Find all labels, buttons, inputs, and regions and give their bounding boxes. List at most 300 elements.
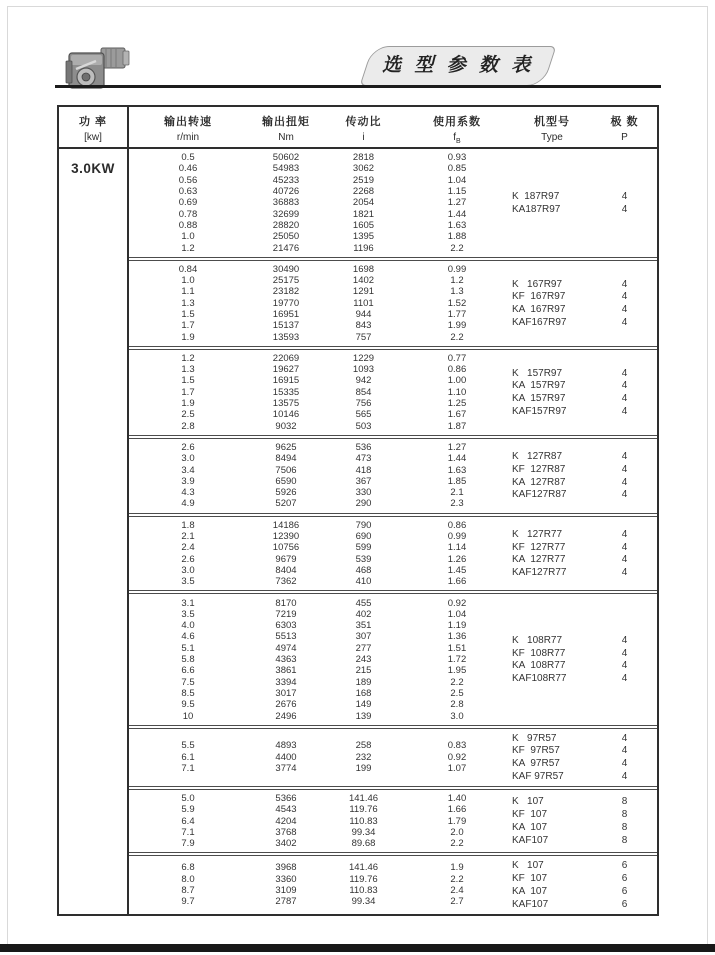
cell-ratio: 1093: [352, 364, 375, 376]
type-name: KA 108R77: [512, 660, 566, 672]
type-row: [512, 808, 657, 821]
cell-ratio: 149: [355, 699, 372, 711]
cell-ratio: 599: [355, 542, 372, 554]
cell-factor: 0.92: [447, 597, 467, 609]
type-row: [512, 303, 657, 316]
cell-ratio: 468: [355, 564, 372, 576]
table-row: [129, 375, 512, 386]
table-row: [129, 520, 512, 531]
cell-ratio: 139: [355, 710, 372, 722]
cell-torque: 4204: [275, 815, 297, 827]
table-row: [129, 442, 512, 453]
poles-value: 8: [621, 834, 628, 846]
table-row: [129, 208, 512, 219]
cell-speed: 3.5: [181, 576, 195, 588]
title-banner: [360, 46, 557, 86]
table-row: [129, 576, 512, 587]
poles-value: 6: [621, 885, 628, 897]
block-rows: [129, 442, 512, 510]
cell-speed: 1.2: [181, 242, 195, 254]
block-rows: [129, 353, 512, 432]
cell-ratio: 189: [355, 676, 372, 688]
cell-factor: 1.79: [447, 815, 467, 827]
cell-ratio: 756: [355, 398, 372, 410]
header-rule: [55, 85, 661, 88]
cell-torque: 15137: [272, 320, 300, 332]
cell-ratio: 1821: [352, 208, 375, 220]
cell-ratio: 410: [355, 576, 372, 588]
type-name: KF 108R77: [512, 647, 566, 659]
cell-speed: 1.9: [181, 398, 195, 410]
cell-speed: 1.3: [181, 364, 195, 376]
cell-factor: 1.27: [447, 197, 467, 209]
poles-value: 8: [621, 796, 628, 808]
table-row: [129, 231, 512, 242]
cell-ratio: 854: [355, 386, 372, 398]
cell-torque: 16951: [272, 309, 300, 320]
poles-value: 4: [621, 451, 628, 463]
cell-speed: 6.6: [181, 665, 195, 677]
type-name: K 108R77: [512, 634, 563, 646]
cell-ratio: 351: [355, 620, 372, 632]
table-row: [129, 242, 512, 253]
cell-ratio: 99.34: [351, 896, 376, 908]
table-block: [129, 593, 657, 725]
cell-speed: 5.9: [181, 804, 195, 816]
cell-factor: 1.27: [447, 441, 467, 453]
table-row: [129, 163, 512, 174]
cell-ratio: 565: [355, 409, 372, 421]
type-row: [512, 450, 657, 463]
type-row: [512, 672, 657, 685]
poles-value: 4: [621, 203, 628, 215]
cell-torque: 13593: [272, 331, 300, 343]
cell-speed: 9.5: [181, 699, 195, 711]
cell-factor: 1.36: [447, 631, 467, 643]
poles-value: 4: [621, 316, 628, 328]
table-row: [129, 676, 512, 687]
table-row: [129, 409, 512, 420]
cell-factor: 2.0: [450, 826, 464, 838]
table-block: [129, 789, 657, 853]
cell-speed: 1.7: [181, 320, 195, 332]
col-header-type: 机型号 Type: [534, 116, 570, 143]
col-header-power: 功 率 [kw]: [59, 107, 129, 147]
cell-ratio: 790: [355, 519, 372, 531]
block-rows: [129, 520, 512, 588]
type-name: K 107: [512, 860, 544, 872]
type-name: KF 97R57: [512, 745, 560, 757]
table-row: [129, 387, 512, 398]
block-rows: [129, 152, 512, 254]
poles-value: 6: [621, 873, 628, 885]
type-name: K 127R87: [512, 451, 563, 463]
type-name: KF 127R87: [512, 463, 566, 475]
block-types: [512, 278, 657, 329]
type-name: K 97R57: [512, 732, 557, 744]
type-row: [512, 316, 657, 329]
table-row: [129, 353, 512, 364]
data-blocks: [129, 149, 657, 914]
type-row: [512, 732, 657, 745]
cell-factor: 2.2: [450, 242, 464, 254]
cell-ratio: 277: [355, 642, 372, 654]
type-row: [512, 489, 657, 502]
cell-factor: 2.8: [450, 699, 464, 711]
block-types: [512, 795, 657, 846]
cell-ratio: 473: [355, 453, 372, 465]
type-name: K 157R97: [512, 367, 563, 379]
type-name: K 167R97: [512, 278, 563, 290]
type-name: KA 107: [512, 885, 548, 897]
cell-speed: 5.5: [181, 740, 195, 752]
block-types: [512, 634, 657, 685]
table-block: [129, 728, 657, 787]
table-row: [129, 186, 512, 197]
cell-speed: 4.6: [181, 631, 195, 643]
cell-ratio: 944: [355, 309, 372, 320]
type-name: K 127R77: [512, 528, 563, 540]
cell-ratio: 1291: [352, 286, 375, 298]
cell-ratio: 418: [355, 464, 372, 476]
table-row: [129, 643, 512, 654]
cell-factor: 3.0: [450, 710, 464, 722]
table-row: [129, 620, 512, 631]
table-row: [129, 554, 512, 565]
table-row: [129, 763, 512, 774]
cell-speed: 0.69: [178, 197, 198, 209]
poles-value: 4: [621, 634, 628, 646]
poles-value: 8: [621, 821, 628, 833]
cell-factor: 1.14: [447, 542, 467, 554]
type-name: KA187R97: [512, 203, 561, 215]
cell-speed: 0.78: [178, 208, 198, 220]
type-name: KA 97R57: [512, 758, 560, 770]
type-name: KA 157R97: [512, 393, 566, 405]
cell-factor: 0.85: [447, 163, 467, 175]
cell-factor: 1.72: [447, 654, 467, 666]
cell-torque: 4543: [275, 804, 297, 816]
type-row: [512, 463, 657, 476]
type-row: [512, 770, 657, 783]
table-row: [129, 862, 512, 873]
cell-speed: 1.9: [181, 331, 195, 343]
cell-ratio: 1101: [353, 297, 374, 309]
type-row: [512, 278, 657, 291]
type-row: [512, 476, 657, 489]
block-rows: [129, 740, 512, 774]
cell-ratio: 232: [355, 751, 372, 763]
table-row: [129, 752, 512, 763]
cell-factor: 1.66: [447, 576, 467, 588]
table-block: [129, 438, 657, 514]
cell-speed: 7.5: [181, 676, 195, 688]
type-name: KA 157R97: [512, 380, 566, 392]
cell-factor: 1.04: [447, 608, 467, 620]
table-row: [129, 688, 512, 699]
table-row: [129, 793, 512, 804]
cell-factor: 1.63: [447, 464, 467, 476]
table-row: [129, 665, 512, 676]
table-row: [129, 896, 512, 907]
cell-factor: 2.2: [450, 873, 464, 885]
cell-factor: 1.15: [447, 186, 467, 198]
type-row: [512, 541, 657, 554]
cell-torque: 8494: [275, 453, 297, 465]
cell-factor: 0.77: [447, 352, 467, 364]
cell-speed: 6.1: [181, 751, 195, 763]
poles-value: 4: [621, 405, 628, 417]
type-row: [512, 757, 657, 770]
cell-ratio: 1196: [353, 242, 374, 254]
cell-torque: 5366: [275, 792, 297, 804]
cell-torque: 40726: [272, 186, 300, 198]
cell-speed: 6.8: [181, 862, 195, 874]
table-row: [129, 565, 512, 576]
table-block: [129, 349, 657, 436]
cell-ratio: 1395: [352, 231, 375, 243]
cell-torque: 9679: [275, 553, 297, 565]
cell-factor: 1.44: [447, 208, 467, 220]
cell-factor: 1.88: [447, 231, 467, 243]
type-row: [512, 821, 657, 834]
poles-value: 4: [621, 732, 628, 744]
cell-ratio: 330: [355, 487, 372, 499]
cell-speed: 3.0: [181, 564, 195, 576]
cell-speed: 0.63: [178, 186, 198, 198]
cell-torque: 19770: [272, 297, 300, 309]
table-row: [129, 804, 512, 815]
cell-torque: 3394: [275, 676, 297, 688]
poles-value: 4: [621, 567, 628, 579]
poles-value: 4: [621, 770, 628, 782]
cell-torque: 36883: [272, 197, 300, 209]
poles-value: 4: [621, 291, 628, 303]
table-body: [59, 149, 657, 914]
cell-torque: 7362: [275, 576, 297, 588]
cell-torque: 30490: [272, 263, 300, 275]
cell-factor: 0.99: [447, 263, 467, 275]
cell-ratio: 215: [355, 665, 372, 677]
cell-ratio: 843: [355, 320, 372, 332]
type-row: [512, 566, 657, 579]
cell-torque: 25175: [272, 275, 300, 287]
cell-torque: 4893: [275, 740, 297, 752]
cell-speed: 9.7: [181, 896, 195, 908]
table-row: [129, 320, 512, 331]
cell-torque: 12390: [272, 531, 300, 543]
cell-factor: 1.77: [447, 309, 467, 320]
cell-factor: 1.67: [447, 409, 467, 421]
cell-factor: 1.99: [447, 320, 467, 332]
table-row: [129, 838, 512, 849]
cell-speed: 1.0: [181, 275, 195, 287]
table-row: [129, 152, 512, 163]
table-block: [129, 149, 657, 258]
poles-value: 4: [621, 660, 628, 672]
cell-factor: 2.7: [450, 896, 464, 908]
cell-factor: 0.83: [447, 740, 467, 752]
block-rows: [129, 264, 512, 343]
cell-factor: 1.52: [447, 297, 467, 309]
cell-torque: 3768: [275, 826, 297, 838]
poles-value: 6: [621, 860, 628, 872]
cell-factor: 1.04: [447, 174, 467, 186]
cell-factor: 1.87: [447, 420, 467, 432]
cell-torque: 5926: [275, 487, 297, 499]
cell-speed: 1.1: [181, 286, 195, 298]
cell-ratio: 536: [355, 441, 372, 453]
block-types: [512, 190, 657, 216]
type-name: KAF157R97: [512, 405, 567, 417]
cell-torque: 2496: [275, 710, 297, 722]
cell-ratio: 168: [355, 687, 372, 699]
cell-factor: 2.1: [450, 487, 464, 499]
cell-factor: 2.2: [450, 676, 464, 688]
cell-torque: 4974: [275, 642, 297, 654]
table-header-row: [59, 107, 657, 149]
type-row: [512, 554, 657, 567]
table-row: [129, 364, 512, 375]
poles-value: 4: [621, 190, 628, 202]
cell-speed: 0.84: [178, 263, 198, 275]
table-row: [129, 476, 512, 487]
table-row: [129, 654, 512, 665]
cell-factor: 2.5: [450, 687, 464, 699]
cell-speed: 2.5: [181, 409, 195, 421]
cell-factor: 1.51: [447, 642, 467, 654]
type-name: KF 107: [512, 873, 548, 885]
type-row: [512, 190, 657, 203]
cell-torque: 3017: [275, 687, 297, 699]
type-row: [512, 392, 657, 405]
cell-ratio: 402: [355, 608, 372, 620]
cell-speed: 4.9: [181, 498, 195, 510]
cell-torque: 3109: [275, 885, 297, 897]
poles-value: 4: [621, 476, 628, 488]
cell-factor: 1.63: [447, 219, 467, 231]
type-row: [512, 528, 657, 541]
cell-speed: 3.1: [181, 597, 195, 609]
table-row: [129, 264, 512, 275]
cell-factor: 2.2: [450, 331, 464, 343]
cell-torque: 7219: [275, 608, 297, 620]
cell-speed: 2.1: [181, 531, 195, 543]
cell-speed: 10: [182, 710, 194, 722]
type-name: KA 127R77: [512, 554, 566, 566]
cell-ratio: 243: [355, 654, 372, 666]
block-types: [512, 450, 657, 501]
table-row: [129, 874, 512, 885]
poles-value: 4: [621, 541, 628, 553]
cell-torque: 3360: [275, 873, 297, 885]
type-name: K 187R97: [512, 190, 560, 202]
type-row: [512, 290, 657, 303]
cell-torque: 10756: [272, 542, 300, 554]
poles-value: 4: [621, 380, 628, 392]
table-row: [129, 220, 512, 231]
type-name: KAF127R87: [512, 489, 567, 501]
cell-torque: 7506: [275, 464, 297, 476]
cell-ratio: 367: [355, 475, 372, 487]
cell-factor: 1.2: [450, 275, 464, 287]
cell-factor: 1.26: [447, 553, 467, 565]
poles-value: 4: [621, 554, 628, 566]
block-types: [512, 859, 657, 910]
cell-ratio: 2818: [352, 152, 375, 164]
cell-ratio: 89.68: [351, 838, 376, 850]
table-row: [129, 815, 512, 826]
cell-ratio: 1402: [352, 275, 375, 287]
cell-speed: 5.1: [181, 642, 195, 654]
cell-torque: 8170: [275, 597, 297, 609]
cell-torque: 3402: [275, 838, 297, 850]
cell-factor: 1.40: [447, 792, 467, 804]
col-header-service-factor: 使用系数 $f_B$: [433, 116, 481, 145]
cell-speed: 6.4: [181, 815, 195, 827]
poles-value: 4: [621, 758, 628, 770]
cell-torque: 2676: [275, 699, 297, 711]
cell-speed: 4.0: [181, 620, 195, 632]
type-name: KF 127R77: [512, 541, 566, 553]
cell-ratio: 110.83: [349, 885, 378, 897]
cell-torque: 28820: [272, 219, 300, 231]
cell-factor: 0.86: [447, 364, 467, 376]
cell-speed: 2.6: [181, 553, 195, 565]
cell-torque: 2787: [275, 896, 297, 908]
cell-torque: 5207: [275, 498, 297, 510]
cell-torque: 4400: [275, 751, 297, 763]
col-header-output-torque: 输出扭矩 Nm: [262, 116, 310, 143]
cell-speed: 3.5: [181, 608, 195, 620]
cell-torque: 14186: [272, 519, 300, 531]
poles-value: 4: [621, 304, 628, 316]
cell-ratio: 3062: [352, 163, 375, 175]
poles-value: 8: [621, 809, 628, 821]
cell-torque: 45233: [272, 174, 300, 186]
table-row: [129, 487, 512, 498]
type-row: [512, 379, 657, 392]
cell-ratio: 690: [355, 531, 372, 543]
cell-factor: 1.9: [450, 862, 464, 874]
cell-speed: 4.3: [181, 487, 195, 499]
table-row: [129, 631, 512, 642]
cell-speed: 7.9: [181, 838, 195, 850]
type-row: [512, 885, 657, 898]
cell-torque: 10146: [272, 409, 300, 421]
poles-value: 4: [621, 647, 628, 659]
cell-torque: 6303: [275, 620, 297, 632]
type-row: [512, 405, 657, 418]
type-row: [512, 367, 657, 380]
table-row: [129, 197, 512, 208]
table-row: [129, 421, 512, 432]
poles-value: 4: [621, 278, 628, 290]
table-row: [129, 453, 512, 464]
poles-value: 4: [621, 463, 628, 475]
cell-factor: 2.3: [450, 498, 464, 510]
type-row: [512, 744, 657, 757]
cell-torque: 54983: [272, 163, 300, 175]
cell-torque: 8404: [275, 564, 297, 576]
cell-ratio: 110.83: [349, 815, 378, 827]
table-row: [129, 710, 512, 721]
cell-speed: 8.5: [181, 687, 195, 699]
block-types: [512, 367, 657, 418]
table-row: [129, 740, 512, 751]
cell-factor: 0.92: [447, 751, 467, 763]
cell-torque: 23182: [272, 286, 300, 298]
